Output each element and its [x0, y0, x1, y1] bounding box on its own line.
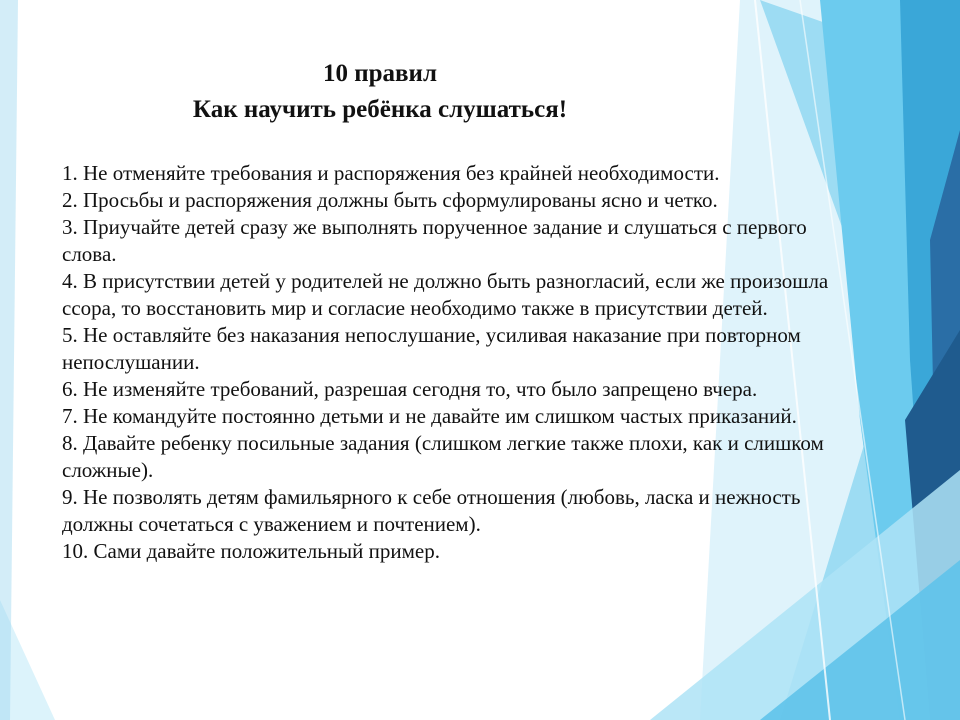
title-line-1: 10 правил	[323, 60, 437, 87]
rule-item: 2. Просьбы и распоряжения должны быть сформулированы ясно и четко.	[62, 188, 718, 212]
rule-item: 9. Не позволять детям фамильярного к себе отношения (любовь, ласка и нежность должны сочетаться с уважением и почтением).	[62, 485, 801, 536]
slide-title	[120, 58, 640, 126]
rule-item: 7. Не командуйте постоянно детьми и не давайте им слишком частых приказаний.	[62, 404, 797, 428]
rule-item: 1. Не отменяйте требования и распоряжения без крайней необходимости.	[62, 161, 720, 185]
rule-item: 5. Не оставляйте без наказания непослушание, усиливая наказание при повторном непослушании.	[62, 323, 801, 374]
left-accent-strip	[0, 0, 18, 720]
rule-item: 8. Давайте ребенку посильные задания (слишком легкие также плохи, как и слишком сложные).	[62, 431, 824, 482]
rule-item: 6. Не изменяйте требований, разрешая сегодня то, что было запрещено вчера.	[62, 377, 758, 401]
rule-item: 3. Приучайте детей сразу же выполнять порученное задание и слушаться с первого слова.	[62, 215, 807, 266]
rules-list	[62, 160, 862, 565]
rule-item: 10. Сами давайте положительный пример.	[62, 539, 440, 563]
title-line-2: Как научить ребёнка слушаться!	[192, 96, 568, 123]
rule-item: 4. В присутствии детей у родителей не должно быть разногласий, если же произошла ссора, то восстановить мир и согласие необходимо также в присутствии детей.	[62, 269, 829, 320]
